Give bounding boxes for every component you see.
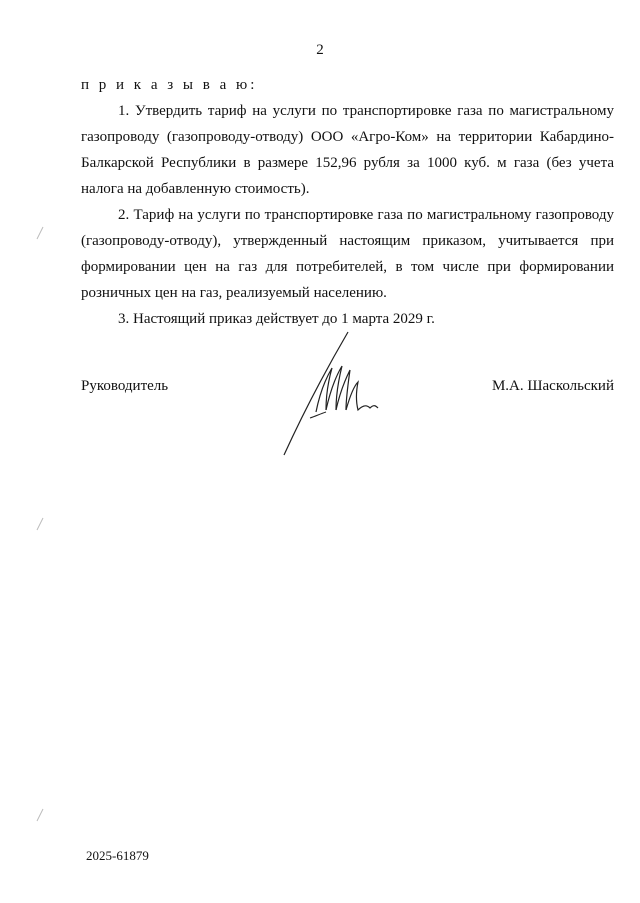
margin-mark xyxy=(36,808,44,822)
document-number: 2025-61879 xyxy=(86,848,149,863)
paragraph-3: 3. Настоящий приказ действует до 1 марта 2029 г. xyxy=(118,311,435,327)
paragraph-2: 2. Тариф на услуги по транспортировке газа по магистральному газопроводу (газопроводу-отводу), утвержденный настоящим приказом, учитывается при формировании цен на газ для потребителей, в том числе при формировании розничных цен на газ, реализуемый населению. xyxy=(81,207,614,301)
paragraph-1: 1. Утвердить тариф на услуги по транспортировке газа по магистральному газопроводу (газопроводу-отводу) ООО «Агро-Ком» на территории Кабардино-Балкарской Республики в размере 152,96 рубля за 1000 куб. м газа (без учета налога на добавленную стоимость). xyxy=(81,103,614,197)
handwritten-signature xyxy=(270,320,390,460)
margin-mark xyxy=(36,517,44,531)
order-body xyxy=(81,72,614,332)
page-number: 2 xyxy=(316,42,324,58)
margin-mark xyxy=(36,226,44,240)
signatory-title: Руководитель xyxy=(81,378,169,394)
order-word: п р и к а з ы в а ю: xyxy=(81,77,258,93)
signatory-name: М.А. Шаскольский xyxy=(491,378,614,394)
